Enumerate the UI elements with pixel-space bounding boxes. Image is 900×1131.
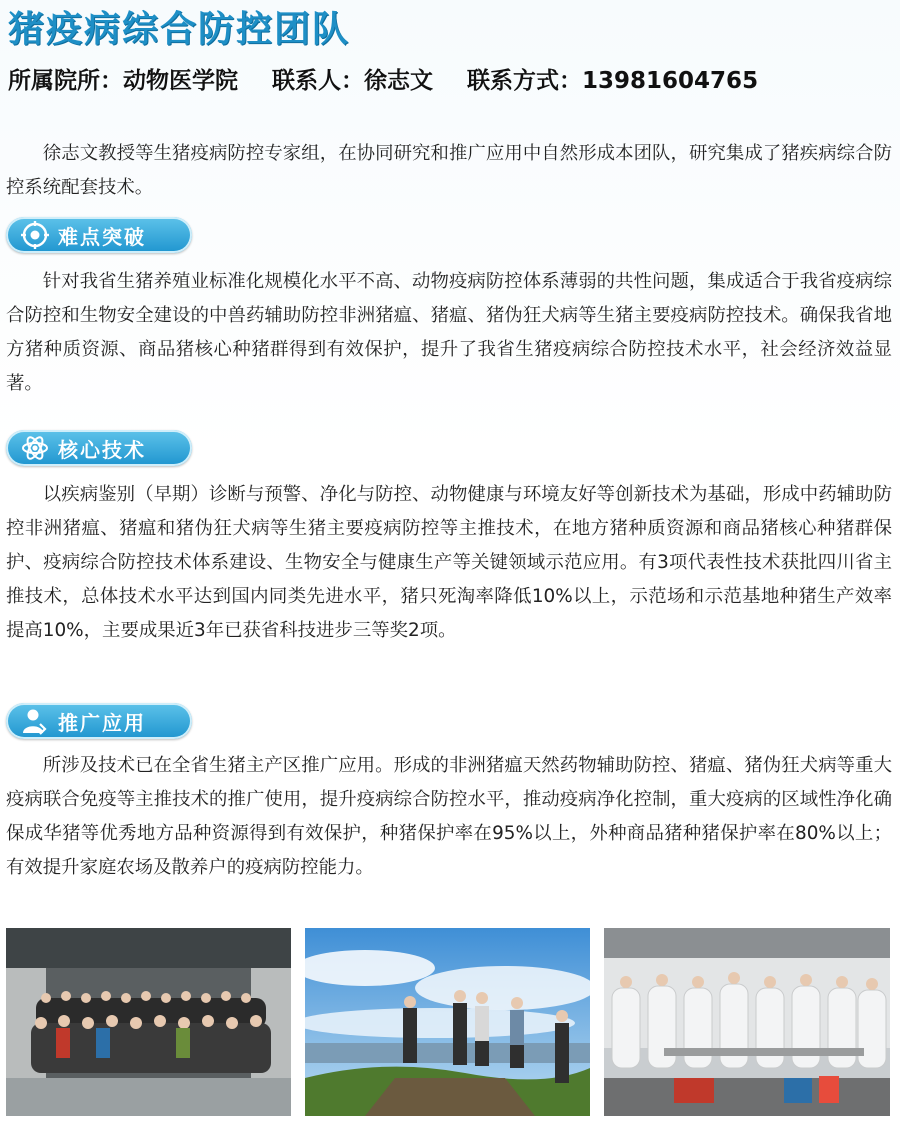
section-tab-difficulty <box>6 217 192 253</box>
section-label: 难点突破 <box>58 224 146 249</box>
section-label: 推广应用 <box>58 710 146 735</box>
phone-text: 联系方式：13981604765 <box>467 68 759 94</box>
contact-line <box>8 64 758 98</box>
intro-paragraph: 徐志文教授等生猪疫病防控专家组，在协同研究和推广应用中自然形成本团队，研究集成了猪疾病综合防控系统配套技术。 <box>6 143 892 198</box>
section-paragraph-difficulty: 针对我省生猪养殖业标准化规模化水平不高、动物疫病防控体系薄弱的共性问题，集成适合于我省疫病综合防控和生物安全建设的中兽药辅助防控非洲猪瘟、猪瘟、猪伪狂犬病等生猪主要疫病防控技术。确保我省地方猪种质资源、商品猪核心种猪群得到有效保护，提升了我省生猪疫病综合防控技术水平，社会经济效益显著。 <box>6 271 892 394</box>
page-title: 猪疫病综合防控团队 <box>8 9 351 50</box>
team-group-photo <box>6 928 291 1116</box>
target-icon <box>20 220 50 250</box>
atom-icon <box>20 433 50 463</box>
institute-text: 所属院所：动物医学院 <box>8 68 238 94</box>
section-tab-application <box>6 703 192 739</box>
section-tab-core-tech <box>6 430 192 466</box>
user-icon <box>20 706 50 736</box>
section-paragraph-core-tech: 以疾病鉴别（早期）诊断与预警、净化与防控、动物健康与环境友好等创新技术为基础，形成中药辅助防控非洲猪瘟、猪瘟和猪伪狂犬病等生猪主要疫病防控等主推技术，在地方猪种质资源和商品猪核心种猪群保护、疫病综合防控技术体系建设、生物安全与健康生产等关键领域示范应用。有3项代表性技术获批四川省主推技术，总体技术水平达到国内同类先进水平，猪只死淘率降低10%以上，示范场和示范基地种猪生产效率提高10%，主要成果近3年已获省科技进步三等奖2项。 <box>6 484 892 641</box>
section-label: 核心技术 <box>58 437 146 462</box>
section-paragraph-application: 所涉及技术已在全省生猪主产区推广应用。形成的非洲猪瘟天然药物辅助防控、猪瘟、猪伪狂犬病等重大疫病联合免疫等主推技术的推广使用，提升疫病综合防控水平，推动疫病净化控制，重大疫病的区域性净化确保成华猪等优秀地方品种资源得到有效保护，种猪保护率在95%以上，外种商品猪种猪保护率在80%以上；有效提升家庭农场及散养户的疫病防控能力。 <box>6 755 892 878</box>
contact-person-text: 联系人：徐志文 <box>272 68 434 94</box>
field-visit-photo <box>305 928 590 1116</box>
lab-team-photo <box>604 928 890 1116</box>
